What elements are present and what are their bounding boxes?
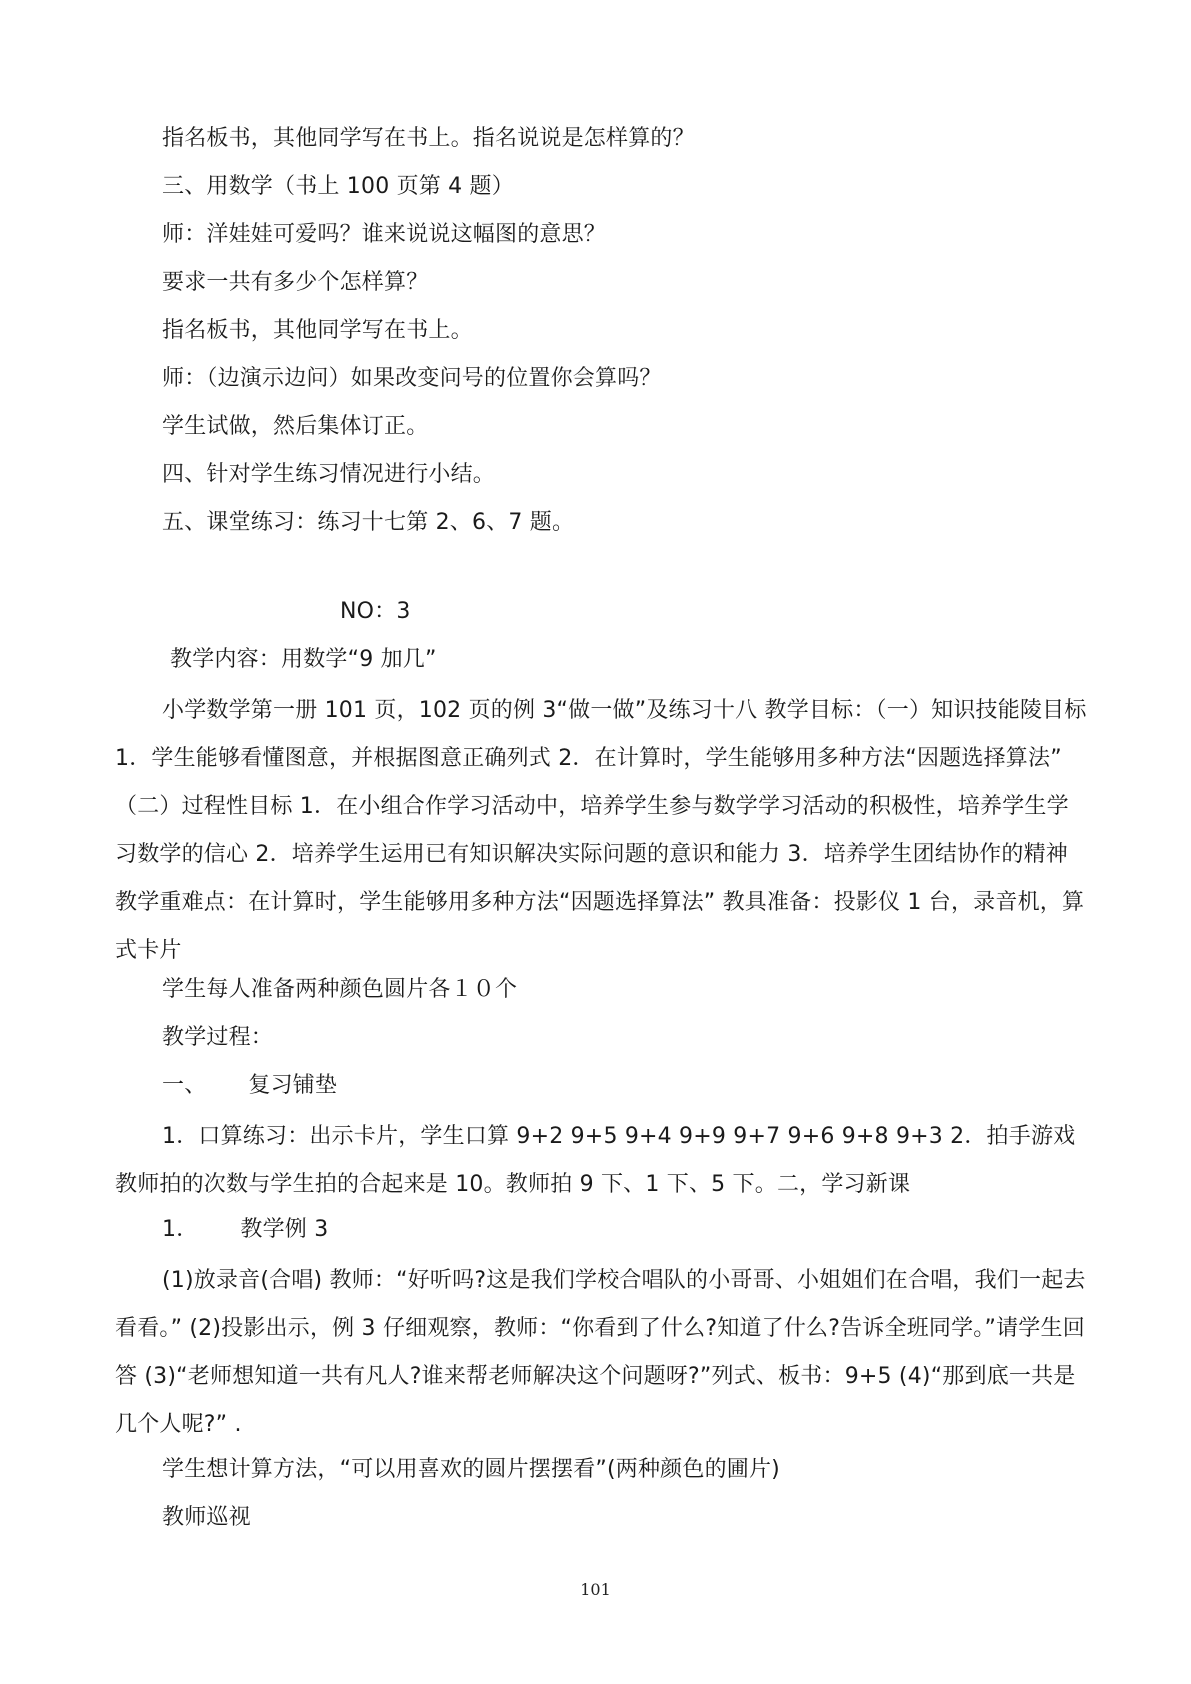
example-heading-number: 1． bbox=[162, 1217, 199, 1242]
page-number: 101 bbox=[580, 1580, 611, 1599]
text-line: 指名板书，其他同学写在书上。指名说说是怎样算的？ bbox=[162, 126, 695, 151]
text-line: 指名板书，其他同学写在书上。 bbox=[162, 318, 473, 343]
review-heading-text: 复习铺垫 bbox=[248, 1073, 338, 1098]
review-paragraph: 1．口算练习：出示卡片，学生口算 9+2 9+5 9+4 9+9 9+7 9+6 9+8 9+3 2．拍手游戏 教师拍的次数与学生拍的合起来是 10。教师拍 9 下、1 下、5 下。二，学习新课 bbox=[115, 1124, 1076, 1197]
teacher-patrol-line: 教师巡视 bbox=[162, 1505, 251, 1530]
text-line: 三、用数学（书上 100 页第 4 题） bbox=[162, 174, 514, 199]
objectives-paragraph: 小学数学第一册 101 页，102 页的例 3“做一做”及练习十八 教学目标：（一）知识技能陵目标 1．学生能够看懂图意，并根据图意正确列式 2．在计算时，学生能够用多种方法“因题选择算法” （二）过程性目标 1．在小组合作学习活动中，培养学生参与数学学习活动的积极性，培养学生学习数学的信心 2．培养学生运用已有知识解决实际问题的意识和能力 3．培养学生团结协作的精神 教学重难点：在计算时，学生能够用多种方法“因题选择算法” 教具准备：投影仪 1 台，录音机，算式卡片 bbox=[115, 698, 1087, 963]
text-line: 四、针对学生练习情况进行小结。 bbox=[162, 462, 496, 487]
review-heading-number: 一、 bbox=[162, 1073, 207, 1098]
teaching-content-heading: 教学内容：用数学“9 加几” bbox=[170, 647, 437, 672]
process-heading: 教学过程： bbox=[162, 1025, 274, 1050]
text-line: 师：（边演示边问）如果改变问号的位置你会算吗？ bbox=[162, 366, 662, 391]
review-heading bbox=[162, 1071, 337, 1101]
student-method-line: 学生想计算方法，“可以用喜欢的圆片摆摆看”(两种颜色的圃片) bbox=[162, 1457, 780, 1482]
text-line: 学生试做，然后集体订正。 bbox=[162, 414, 429, 439]
text-line: 要求一共有多少个怎样算？ bbox=[162, 270, 429, 295]
text-line: 师：洋娃娃可爱吗？谁来说说这幅图的意思？ bbox=[162, 222, 607, 247]
example-heading bbox=[162, 1215, 328, 1245]
example-heading-text: 教学例 3 bbox=[240, 1217, 329, 1242]
prep-line: 学生每人准备两种颜色圆片各１０个 bbox=[162, 977, 518, 1002]
example-paragraph: (1)放录音(合唱) 教师：“好听吗?这是我们学校合唱队的小哥哥、小姐姐们在合唱，我们一起去看看。” (2)投影出示，例 3 仔细观察，教师：“你看到了什么?知道了什么?告诉全班同学。”请学生回答 (3)“老师想知道一共有凡人?谁来帮老师解决这个问题呀?”列式、板书：9+5 (4)“那到底一共是几个人呢?” . bbox=[115, 1268, 1086, 1437]
section-number: NO：3 bbox=[340, 599, 411, 624]
text-line: 五、课堂练习：练习十七第 2、6、7 题。 bbox=[162, 510, 575, 535]
